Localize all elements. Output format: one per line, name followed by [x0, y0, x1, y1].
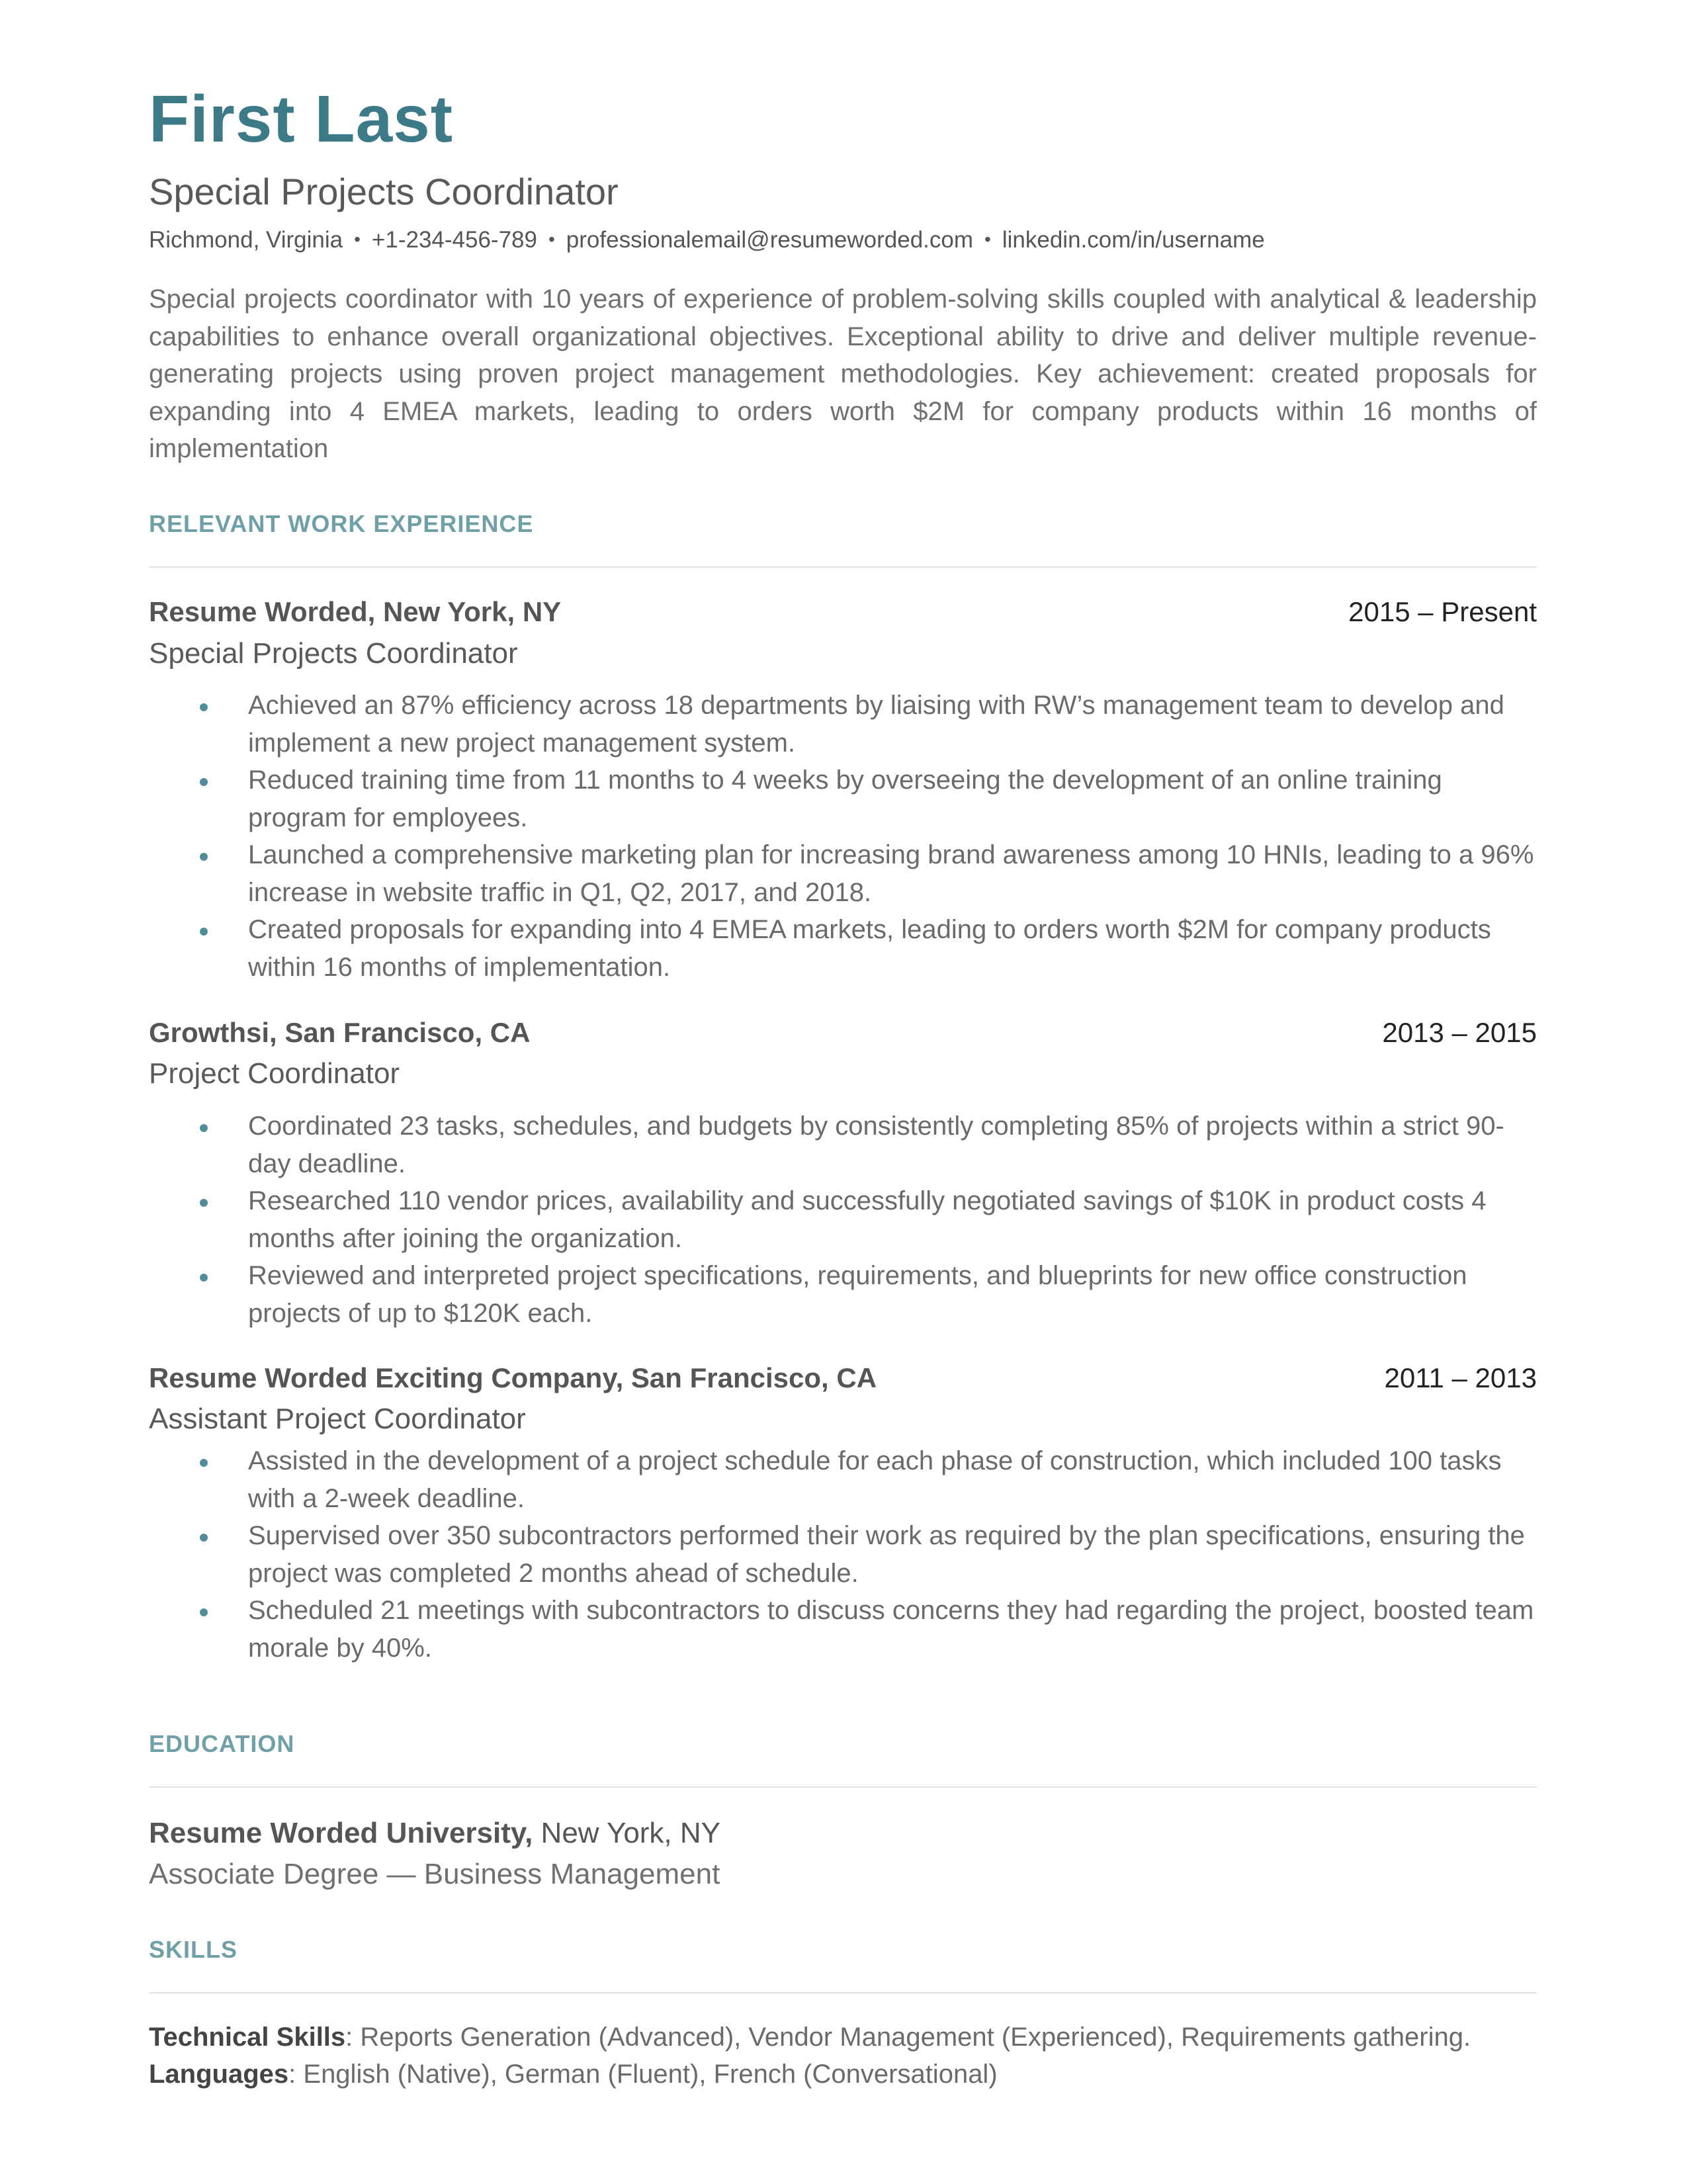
job-role: Project Coordinator — [149, 1057, 400, 1090]
bullet-dot-icon — [200, 1534, 208, 1542]
section-divider — [149, 1992, 1537, 1993]
bullet-dot-icon — [200, 1199, 208, 1207]
separator-dot: • — [548, 229, 555, 249]
skills-languages-value: : English (Native), German (Fluent), French (Conversational) — [288, 2060, 998, 2089]
bullet-item: Achieved an 87% efficiency across 18 departments by liaising with RW’s management team to develop and implement a new project management system. — [149, 687, 1537, 762]
job-company: Resume Worded, New York, NY — [149, 596, 562, 627]
skills-technical — [149, 2023, 1471, 2052]
school-location: New York, NY — [533, 1817, 721, 1849]
separator-dot: • — [984, 229, 991, 249]
contact-line — [149, 228, 1265, 251]
candidate-title: Special Projects Coordinator — [149, 171, 619, 212]
job-dates: 2011 – 2013 — [1384, 1362, 1537, 1393]
bullet-dot-icon — [200, 1274, 208, 1282]
bullet-dot-icon — [200, 1608, 208, 1616]
job-bullets — [149, 1108, 1537, 1332]
job-bullets — [149, 1442, 1537, 1667]
bullet-item: Assisted in the development of a project schedule for each phase of construction, which included 100 tasks with a 2-week deadline. — [149, 1442, 1537, 1517]
bullet-item: Reduced training time from 11 months to 4 weeks by overseeing the development of an online training program for employees. — [149, 762, 1537, 836]
job-header — [149, 1017, 1537, 1050]
job-company: Resume Worded Exciting Company, San Francisco, CA — [149, 1362, 877, 1393]
bullet-dot-icon — [200, 778, 208, 786]
contact-location: Richmond, Virginia — [149, 227, 343, 253]
job-role: Assistant Project Coordinator — [149, 1403, 526, 1435]
section-title-skills: SKILLS — [149, 1936, 238, 1963]
bullet-dot-icon — [200, 1459, 208, 1467]
bullet-dot-icon — [200, 1124, 208, 1132]
section-title-experience: RELEVANT WORK EXPERIENCE — [149, 510, 534, 537]
bullet-item: Launched a comprehensive marketing plan for increasing brand awareness among 10 HNIs, leading to a 96% increase in website traffic in Q1, Q2, 2017, and 2018. — [149, 836, 1537, 911]
job-dates: 2013 – 2015 — [1382, 1017, 1537, 1048]
job-role: Special Projects Coordinator — [149, 637, 518, 670]
summary-paragraph: Special projects coordinator with 10 years of experience of problem-solving skills coupled with analytical & leadership capabilities to enhance overall organizational objectives. Exceptional ability to drive and deliver multiple revenue-generating projects using proven project management methodologies. Key achievement: created proposals for expanding into 4 EMEA markets, leading to orders worth $2M for company products within 16 months of implementation — [149, 284, 1537, 463]
bullet-item: Scheduled 21 meetings with subcontractors to discuss concerns they had regarding the project, boosted team morale by 40%. — [149, 1592, 1537, 1667]
bullet-dot-icon — [200, 703, 208, 711]
job-bullets — [149, 687, 1537, 986]
separator-dot: • — [354, 229, 361, 249]
contact-email[interactable]: professionalemail@resumeworded.com — [566, 227, 974, 253]
skills-languages — [149, 2060, 998, 2089]
school-name: Resume Worded University, — [149, 1817, 533, 1849]
bullet-item: Coordinated 23 tasks, schedules, and budgets by consistently completing 85% of projects within a strict 90-day deadline. — [149, 1108, 1537, 1182]
bullet-item: Supervised over 350 subcontractors performed their work as required by the plan specifications, ensuring the project was completed 2 months ahead of schedule. — [149, 1517, 1537, 1592]
bullet-dot-icon — [200, 928, 208, 936]
education-degree: Associate Degree — Business Management — [149, 1858, 720, 1890]
bullet-dot-icon — [200, 853, 208, 861]
job-header — [149, 596, 1537, 629]
job-header — [149, 1362, 1537, 1395]
candidate-name: First Last — [149, 82, 454, 156]
skills-technical-value: : Reports Generation (Advanced), Vendor Management (Experienced), Requirements gathering. — [345, 2023, 1471, 2052]
bullet-item: Reviewed and interpreted project specifications, requirements, and blueprints for new office construction projects of up to $120K each. — [149, 1257, 1537, 1332]
contact-phone: +1-234-456-789 — [371, 227, 537, 253]
section-divider — [149, 1786, 1537, 1788]
section-divider — [149, 566, 1537, 568]
contact-linkedin[interactable]: linkedin.com/in/username — [1002, 227, 1265, 253]
skills-technical-label: Technical Skills — [149, 2023, 346, 2052]
section-title-education: EDUCATION — [149, 1730, 295, 1757]
bullet-item: Created proposals for expanding into 4 EMEA markets, leading to orders worth $2M for company products within 16 months of implementation. — [149, 911, 1537, 986]
education-school — [149, 1817, 720, 1850]
bullet-item: Researched 110 vendor prices, availability and successfully negotiated savings of $10K in product costs 4 months after joining the organization. — [149, 1182, 1537, 1257]
job-company: Growthsi, San Francisco, CA — [149, 1017, 531, 1048]
skills-languages-label: Languages — [149, 2060, 289, 2089]
job-dates: 2015 – Present — [1348, 596, 1537, 627]
